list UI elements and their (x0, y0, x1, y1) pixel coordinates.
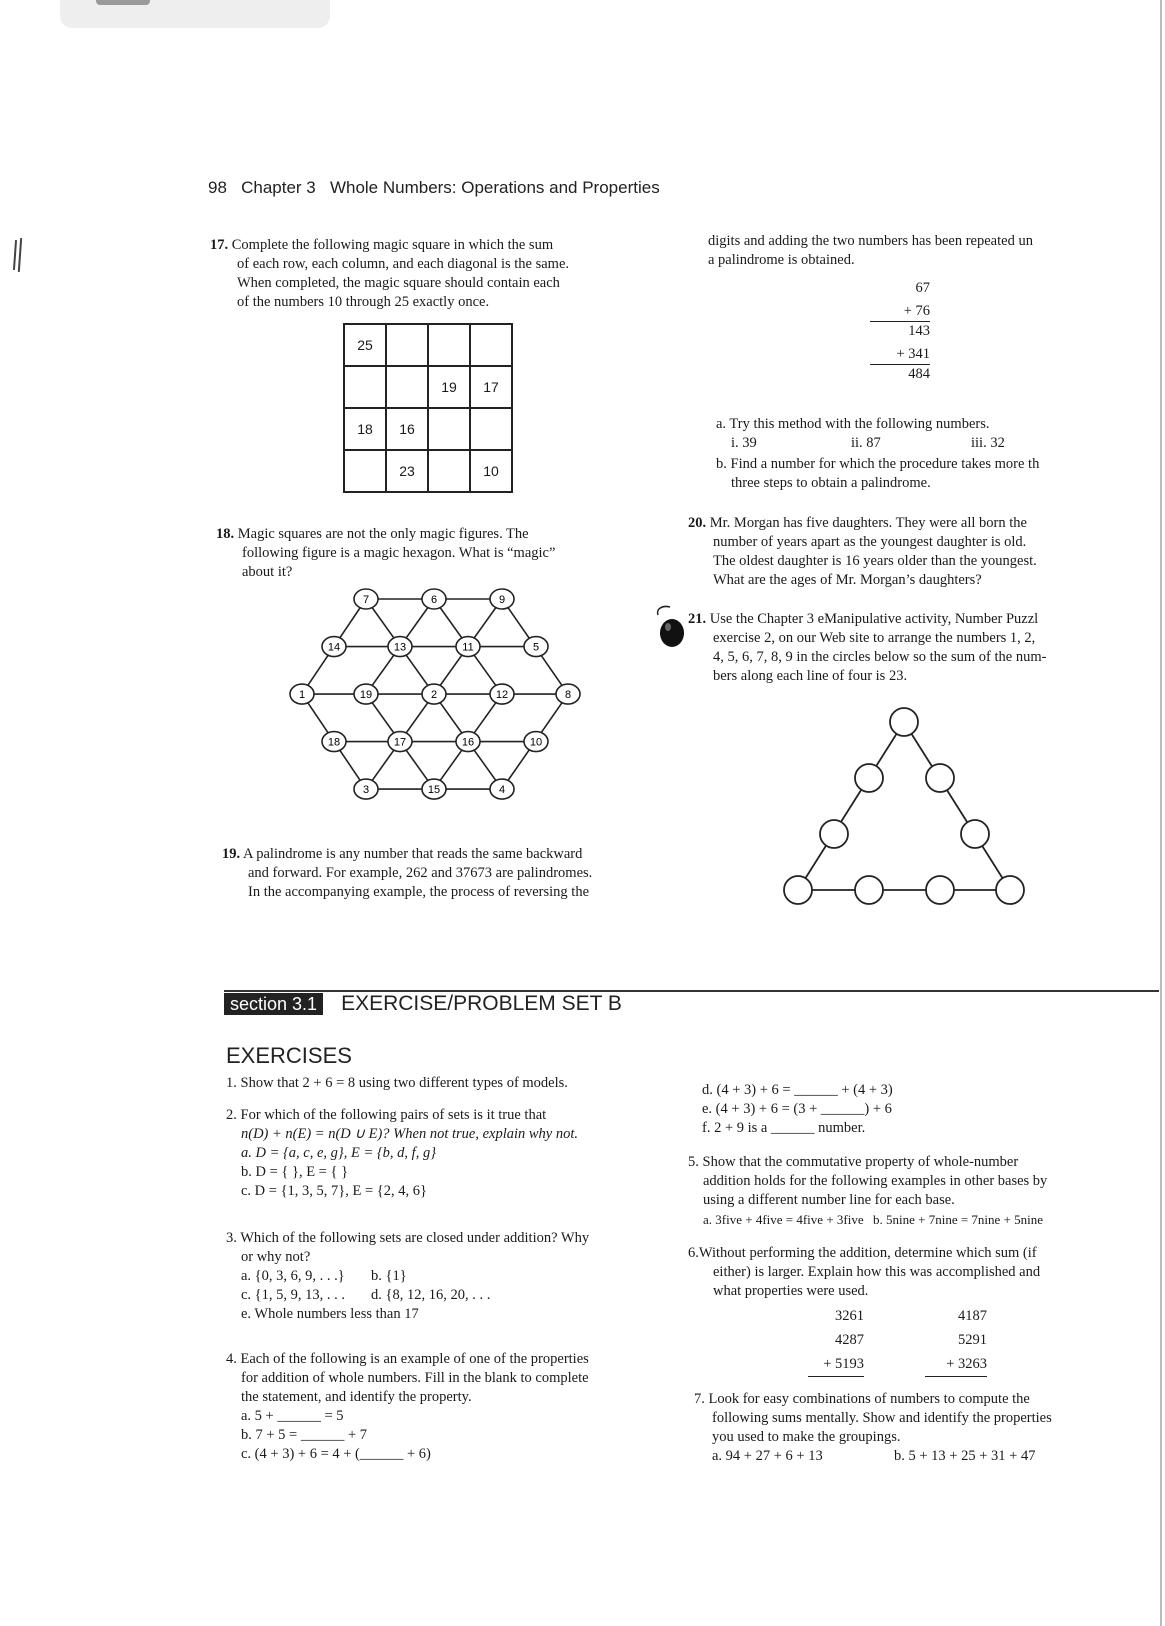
hexagon-node-label: 18 (327, 736, 341, 749)
margin-pen-mark (14, 238, 24, 278)
problem-19-cont-line: digits and adding the two numbers has been repeated un (708, 233, 1033, 249)
hexagon-node-label: 12 (495, 689, 509, 702)
problem-17-line: When completed, the magic square should contain each (237, 275, 560, 291)
example-value: 143 (870, 321, 930, 341)
exercise-4-line: 4. Each of the following is an example of one of the properties (226, 1351, 589, 1367)
hexagon-node-label: 17 (393, 736, 407, 749)
hexagon-node (490, 779, 514, 799)
exercise-7-item: b. 5 + 13 + 25 + 31 + 47 (894, 1448, 1036, 1464)
sum-value: 4187 (958, 1308, 987, 1324)
grid-cell (344, 366, 386, 408)
hexagon-node (524, 637, 548, 657)
exercise-4-item: c. (4 + 3) + 6 = 4 + (______ + 6) (241, 1446, 431, 1462)
hexagon-node (388, 732, 412, 752)
problem-17-number: 17. (210, 237, 229, 253)
exercise-4-item: d. (4 + 3) + 6 = ______ + (4 + 3) (702, 1082, 893, 1098)
exercise-7-line: following sums mentally. Show and identify the properties (712, 1410, 1052, 1426)
item-iii: iii. 32 (971, 435, 1005, 451)
problem-19-line: A palindrome is any number that reads the same backward (242, 846, 583, 862)
grid-cell: 10 (470, 450, 512, 492)
grid-cell (428, 450, 470, 492)
grid-cell (344, 450, 386, 492)
top-toolbar (60, 0, 330, 28)
example-value: 484 (870, 364, 930, 384)
hexagon-node (388, 637, 412, 657)
exercise-4-line: the statement, and identify the property. (241, 1389, 472, 1405)
problem-21-line: Use the Chapter 3 eManipulative activity, Number Puzzl (709, 611, 1039, 627)
sum-value: 5291 (958, 1332, 987, 1348)
exercise-7-item: a. 94 + 27 + 6 + 13 (712, 1448, 823, 1464)
exercise-2-line: 2. For which of the following pairs of sets is it true that (226, 1107, 547, 1123)
exercise-2-item: c. D = {1, 3, 5, 7}, E = {2, 4, 6} (241, 1183, 427, 1199)
exercise-3-item: d. {8, 12, 16, 20, . . . (371, 1287, 491, 1303)
magic-square (343, 323, 513, 493)
grid-cell (428, 324, 470, 366)
magic-hexagon (280, 585, 600, 815)
circle-triangle (780, 700, 1040, 910)
puzzle-circle (890, 708, 918, 736)
exercise-3-item: c. {1, 5, 9, 13, . . . (241, 1287, 346, 1303)
hexagon-node-label: 11 (462, 641, 474, 654)
exercise-6-line: either) is larger. Explain how this was accomplished and (713, 1264, 1041, 1280)
hexagon-node (422, 684, 446, 704)
hexagon-node-label: 9 (498, 594, 506, 606)
problem-19-number: 19. (222, 846, 241, 862)
exercise-4-line: for addition of whole numbers. Fill in the blank to complete (241, 1370, 589, 1386)
grid-cell: 16 (386, 408, 428, 450)
problem-17-line: of each row, each column, and each diagonal is the same. (237, 256, 570, 272)
hexagon-node (556, 684, 580, 704)
problem-20 (688, 514, 1158, 590)
problem-17-line: Complete the following magic square in which the sum (231, 237, 554, 253)
hexagon-node-label: 3 (362, 784, 370, 797)
problem-20-line: What are the ages of Mr. Morgan’s daughters? (713, 572, 982, 588)
exercise-5 (688, 1153, 1158, 1229)
problem-19 (222, 845, 662, 902)
problem-19-line: In the accompanying example, the process of reversing the (248, 884, 590, 900)
grid-cell: 18 (344, 408, 386, 450)
puzzle-circle (784, 876, 812, 904)
exercise-2-item: a. D = {a, c, e, g}, E = {b, d, f, g} (241, 1145, 436, 1161)
exercise-3-item: b. {1} (371, 1268, 407, 1284)
right-edge-border (1160, 0, 1162, 1626)
puzzle-circle (996, 876, 1024, 904)
item-i: i. 39 (731, 435, 757, 451)
problem-18-line: following figure is a magic hexagon. What is “magic” (242, 545, 556, 561)
exercise-4-continued (702, 1081, 1002, 1138)
problem-21-line: 4, 5, 6, 7, 8, 9 in the circles below so the sum of the num- (713, 649, 1047, 665)
hexagon-node-label: 1 (298, 689, 306, 702)
sum-column-2 (925, 1304, 987, 1377)
exercise-2 (226, 1106, 666, 1201)
hexagon-node-label: 15 (427, 784, 441, 797)
section-title: EXERCISE/PROBLEM SET B (341, 992, 622, 1015)
toolbar-tab[interactable] (96, 0, 150, 5)
exercise-4-item: e. (4 + 3) + 6 = (3 + ______) + 6 (702, 1101, 892, 1117)
grid-cell (386, 324, 428, 366)
exercise-4-item: b. 7 + 5 = ______ + 7 (241, 1427, 368, 1443)
exercise-4-item: a. 5 + ______ = 5 (241, 1408, 344, 1424)
sum-value: 4287 (835, 1332, 864, 1348)
exercise-5-line: addition holds for the following examples in other bases by (703, 1173, 1048, 1189)
problem-20-line: Mr. Morgan has five daughters. They were all born the (709, 515, 1027, 531)
puzzle-circle (855, 876, 883, 904)
hexagon-node-label: 16 (461, 736, 475, 749)
problem-19-line: and forward. For example, 262 and 37673 are palindromes. (248, 865, 593, 881)
hexagon-node-label: 2 (430, 689, 438, 702)
problem-18-line: about it? (242, 564, 293, 580)
hexagon-node (456, 732, 480, 752)
grid-cell (428, 408, 470, 450)
puzzle-circle (926, 876, 954, 904)
exercise-2-item: b. D = { }, E = { } (241, 1164, 349, 1180)
exercise-4 (226, 1350, 676, 1464)
exercise-5-line: 5. Show that the commutative property of whole-number (688, 1154, 1019, 1170)
hexagon-node (422, 589, 446, 609)
hexagon-node (290, 684, 314, 704)
section-badge: section 3.1 (224, 993, 323, 1015)
chapter-title: Whole Numbers: Operations and Properties (329, 178, 660, 197)
exercise-3-line: or why not? (241, 1249, 311, 1265)
exercise-5-item: b. 5nine + 7nine = 7nine + 5nine (873, 1212, 1044, 1227)
hexagon-node (354, 779, 378, 799)
hexagon-node-label: 4 (498, 784, 506, 797)
exercise-3-item: a. {0, 3, 6, 9, . . .} (241, 1268, 345, 1284)
puzzle-circle (820, 820, 848, 848)
problem-20-number: 20. (688, 515, 707, 531)
problem-19-cont-line: a palindrome is obtained. (708, 252, 855, 268)
hexagon-node (524, 732, 548, 752)
example-value: 67 (915, 280, 930, 296)
hexagon-node (456, 637, 480, 657)
exercises-heading: EXERCISES (226, 1043, 352, 1068)
part-b: b. Find a number for which the procedure takes more th (716, 456, 1040, 472)
exercise-1: 1. Show that 2 + 6 = 8 using two different types of models. (226, 1075, 568, 1091)
grid-cell (470, 324, 512, 366)
problem-21-line: exercise 2, on our Web site to arrange the numbers 1, 2, (713, 630, 1036, 646)
hexagon-node (490, 684, 514, 704)
grid-cell: 17 (470, 366, 512, 408)
exercise-5-line: using a different number line for each base. (703, 1192, 955, 1208)
palindrome-example (870, 279, 930, 384)
problem-18-line: Magic squares are not the only magic figures. The (237, 526, 529, 542)
sum-value: 3261 (835, 1308, 864, 1324)
exercise-7-line: you used to make the groupings. (712, 1429, 901, 1445)
hexagon-node-label: 13 (393, 641, 407, 654)
exercise-3-item: e. Whole numbers less than 17 (241, 1306, 419, 1322)
exercise-4-item: f. 2 + 9 is a ______ number. (702, 1120, 866, 1136)
problem-17-line: of the numbers 10 through 25 exactly once. (237, 294, 490, 310)
problem-21-line: bers along each line of four is 23. (713, 668, 908, 684)
puzzle-circle (961, 820, 989, 848)
sum-value: + 5193 (808, 1352, 864, 1377)
part-b: three steps to obtain a palindrome. (731, 475, 931, 491)
exercise-6-line: what properties were used. (713, 1283, 869, 1299)
exercise-3-line: 3. Which of the following sets are closed under addition? Why (226, 1230, 590, 1246)
exercise-3 (226, 1229, 666, 1324)
grid-cell: 19 (428, 366, 470, 408)
sum-column-1 (808, 1304, 864, 1377)
grid-cell: 23 (386, 450, 428, 492)
hexagon-node-label: 10 (529, 736, 543, 749)
problem-20-line: The oldest daughter is 16 years older than the youngest. (713, 553, 1037, 569)
hexagon-node (322, 732, 346, 752)
puzzle-circle (855, 764, 883, 792)
page-header (208, 178, 660, 198)
puzzle-circle (926, 764, 954, 792)
hexagon-node (490, 589, 514, 609)
hexagon-node-label: 7 (362, 594, 370, 606)
problem-21-number: 21. (688, 611, 707, 627)
grid-cell (470, 408, 512, 450)
problem-18 (216, 525, 636, 582)
exercise-7-line: 7. Look for easy combinations of numbers to compute the (694, 1391, 1030, 1407)
grid-cell (386, 366, 428, 408)
page-number: 98 (208, 178, 227, 197)
part-a: a. Try this method with the following numbers. (716, 416, 990, 432)
hexagon-node-label: 5 (532, 641, 540, 654)
problem-21 (688, 610, 1158, 686)
exercise-5-item: a. 3five + 4five = 4five + 3five (703, 1212, 864, 1227)
hexagon-node-label: 8 (564, 689, 572, 702)
sum-value: + 3263 (925, 1352, 987, 1377)
example-value: + 76 (903, 303, 930, 319)
problem-19-parts (716, 415, 1156, 493)
grid-cell: 25 (344, 324, 386, 366)
problem-19-continued (708, 232, 1158, 270)
exercise-6-line: 6.Without performing the addition, determine which sum (if (688, 1245, 1037, 1261)
exercise-6 (688, 1244, 1158, 1301)
chapter-label: Chapter 3 (241, 178, 316, 197)
exercise-2-line: n(D) + n(E) = n(D ∪ E)? When not true, explain why not. (241, 1126, 579, 1142)
exercise-7 (694, 1390, 1159, 1466)
item-ii: ii. 87 (851, 435, 881, 451)
problem-18-number: 18. (216, 526, 235, 542)
problem-17 (210, 236, 630, 312)
section-header (224, 992, 622, 1016)
problem-20-line: number of years apart as the youngest daughter is old. (713, 534, 1027, 550)
hexagon-node (354, 684, 378, 704)
hexagon-node (422, 779, 446, 799)
hexagon-node-label: 14 (327, 641, 341, 654)
hexagon-node-label: 6 (430, 594, 438, 606)
hexagon-node (322, 637, 346, 657)
mouse-icon (652, 603, 688, 649)
hexagon-node (354, 589, 378, 609)
example-value: + 341 (896, 346, 930, 362)
hexagon-node-label: 19 (359, 689, 373, 702)
